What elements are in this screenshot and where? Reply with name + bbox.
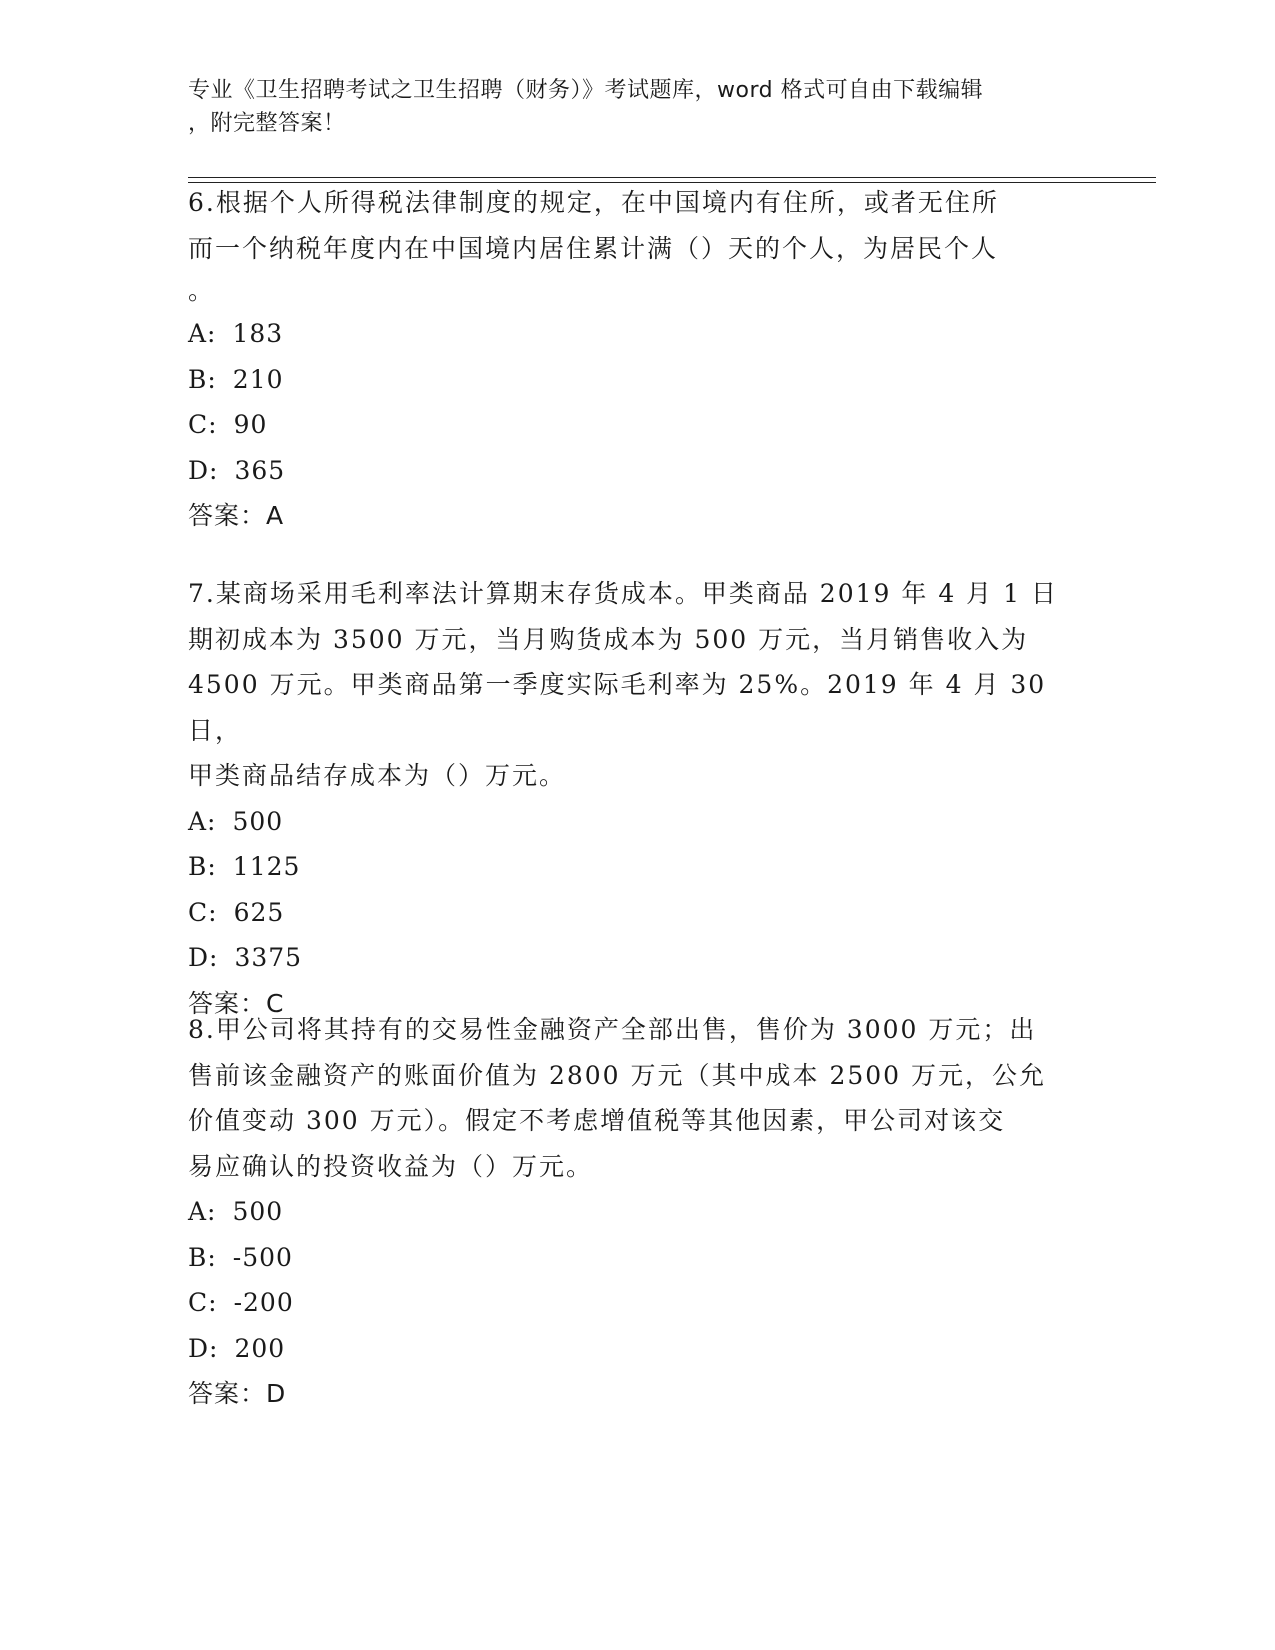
answer-line: 答案：A — [188, 501, 285, 530]
question-stem-line: 易应确认的投资收益为（）万元。 — [188, 1151, 594, 1181]
option-b — [188, 1235, 1078, 1281]
option-text: 1125 — [232, 852, 301, 881]
question-stem-line: 价值变动 300 万元）。假定不考虑增值税等其他因素，甲公司对该交 — [188, 1106, 1006, 1135]
option-text: 210 — [232, 364, 284, 394]
option-a — [188, 799, 1078, 845]
option-text: 3375 — [234, 943, 303, 972]
option-c — [188, 402, 1078, 448]
option-c — [188, 890, 1078, 936]
question-stem-line: 8.甲公司将其持有的交易性金融资产全部出售，售价为 3000 万元；出 — [188, 1015, 1037, 1044]
option-text: 500 — [232, 806, 284, 836]
document-header — [188, 74, 1068, 140]
option-b — [188, 357, 1078, 403]
answer-line: 答案：D — [188, 1379, 287, 1408]
question-stem-line: 4500 万元。甲类商品第一季度实际毛利率为 25%。2019 年 4 月 30 日， — [188, 670, 1047, 745]
question-stem-line: 甲类商品结存成本为（）万元。 — [188, 761, 567, 790]
option-text: -500 — [232, 1242, 293, 1272]
header-divider-top — [188, 177, 1156, 178]
option-d — [188, 935, 1078, 981]
question-stem-line: 6.根据个人所得税法律制度的规定，在中国境内有住所，或者无住所 — [188, 188, 999, 217]
option-letter: B: — [188, 852, 217, 881]
question-stem-line: 。 — [188, 276, 216, 305]
question-7 — [188, 571, 1078, 1026]
question-8 — [188, 1007, 1078, 1417]
option-text: 365 — [234, 455, 286, 485]
option-text: 90 — [233, 410, 268, 439]
option-letter: C: — [188, 897, 218, 927]
option-letter: A: — [188, 1197, 217, 1226]
option-text: 500 — [232, 1197, 284, 1226]
option-letter: B: — [188, 1242, 217, 1272]
question-6 — [188, 180, 1078, 539]
question-stem-line: 而一个纳税年度内在中国境内居住累计满（）天的个人，为居民个人 — [188, 233, 999, 263]
answer-line: 答案：C — [188, 988, 285, 1018]
option-letter: A: — [188, 319, 217, 348]
option-letter: A: — [188, 806, 217, 836]
option-letter: C: — [188, 1288, 218, 1317]
option-letter: C: — [188, 410, 218, 439]
question-stem-line: 售前该金融资产的账面价值为 2800 万元（其中成本 2500 万元，公允 — [188, 1060, 1047, 1090]
option-a — [188, 1189, 1078, 1235]
header-line-2: ，附完整答案！ — [188, 111, 346, 136]
option-text: 183 — [232, 319, 284, 348]
header-line-1: 专业《卫生招聘考试之卫生招聘（财务）》考试题库，word 格式可自由下载编辑 — [188, 78, 984, 103]
option-text: 625 — [233, 897, 285, 927]
option-letter: D: — [188, 1333, 219, 1363]
option-d — [188, 448, 1078, 494]
option-a — [188, 311, 1078, 357]
option-d — [188, 1326, 1078, 1372]
question-stem-line: 7.某商场采用毛利率法计算期末存货成本。甲类商品 2019 年 4 月 1 日 — [188, 579, 1058, 608]
option-letter: B: — [188, 364, 217, 394]
option-text: -200 — [233, 1288, 294, 1317]
option-text: 200 — [234, 1333, 286, 1363]
option-c — [188, 1280, 1078, 1326]
option-letter: D: — [188, 943, 219, 972]
option-b — [188, 844, 1078, 890]
option-letter: D: — [188, 455, 219, 485]
question-stem-line: 期初成本为 3500 万元，当月购货成本为 500 万元，当月销售收入为 — [188, 624, 1029, 654]
